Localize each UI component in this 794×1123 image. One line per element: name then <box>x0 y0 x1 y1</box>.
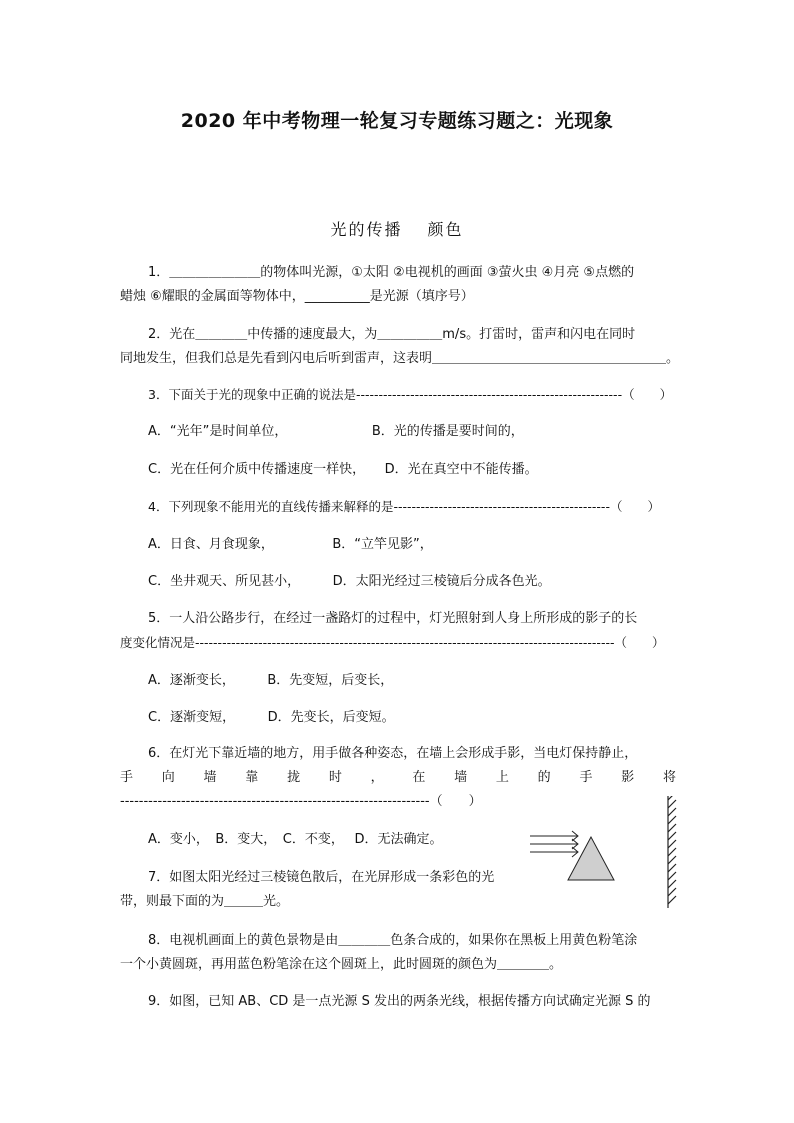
prism-dispersion-figure <box>520 796 680 911</box>
question-2-line-2: 同地发生，但我们总是先看到闪电后听到雷声，这表明＿＿＿＿＿＿＿＿＿＿＿＿＿＿＿＿＿＿。 <box>120 351 680 366</box>
question-1-line-1: 1．＿＿＿＿＿＿＿的物体叫光源，①太阳 ②电视机的画面 ③萤火虫 ④月亮 ⑤点燃的 <box>148 265 635 280</box>
question-6-line-3: ------------------------------------------------------------------（ ） <box>120 794 482 809</box>
question-3-options-cd: C．光在任何介质中传播速度一样快， D．光在真空中不能传播。 <box>148 462 538 477</box>
question-5-options-ab: A．逐渐变长， B．先变短，后变长， <box>148 673 394 688</box>
question-6-line-2: 手 向 墙 靠 拢 时 ， 在 墙 上 的 手 影 将 <box>120 770 676 785</box>
sunlight-arrows <box>530 831 578 857</box>
question-3-options-ab: A．“光年”是时间单位， B．光的传播是要时间的， <box>148 424 524 439</box>
question-8-line-1: 8．电视机画面上的黄色景物是由＿＿＿＿色条合成的，如果你在黑板上用黄色粉笔涂 <box>148 933 638 948</box>
question-5-line-2: 度变化情况是---------------------------------------------------------------------------------------------（ ） <box>120 635 665 650</box>
question-7-line-2: 带，则最下面的为＿＿＿光。 <box>120 894 290 909</box>
section-heading: 光的传播 颜色 <box>330 220 464 239</box>
question-7-line-1: 7．如图太阳光经过三棱镜色散后，在光屏形成一条彩色的光 <box>148 870 495 885</box>
question-2-line-1: 2．光在＿＿＿＿中传播的速度最大，为＿＿＿＿＿m/s。打雷时，雷声和闪电在同时 <box>148 327 636 342</box>
question-9-line-1: 9．如图，已知 AB、CD 是一点光源 S 发出的两条光线，根据传播方向试确定光源 S 的 <box>148 994 651 1009</box>
prism-triangle <box>568 837 614 880</box>
question-3-stem: 3．下面关于光的现象中正确的说法是-----------------------------------------------------------（ ） <box>148 387 673 402</box>
question-6-line-1: 6．在灯光下靠近墙的地方，用手做各种姿态，在墙上会形成手影，当电灯保持静止， <box>148 746 638 761</box>
light-screen <box>668 796 676 908</box>
document-title: 2020 年中考物理一轮复习专题练习题之：光现象 <box>180 110 614 132</box>
question-4-options-cd: C．坐井观天、所见甚小， D．太阳光经过三棱镜后分成各色光。 <box>148 574 551 589</box>
question-4-stem: 4．下列现象不能用光的直线传播来解释的是------------------------------------------------（ ） <box>148 499 660 514</box>
question-5-line-1: 5．一人沿公路步行，在经过一盏路灯的过程中，灯光照射到人身上所形成的影子的长 <box>148 611 638 626</box>
question-6-options: A．变小， B．变大， C．不变， D．无法确定。 <box>148 832 443 847</box>
question-4-options-ab: A．日食、月食现象， B．“立竿见影”， <box>148 537 433 552</box>
question-8-line-2: 一个小黄圆斑，再用蓝色粉笔涂在这个圆斑上，此时圆斑的颜色为＿＿＿＿。 <box>120 957 563 972</box>
question-1-line-2: 蜡烛 ⑥耀眼的金属面等物体中，__________是光源（填序号） <box>120 289 474 304</box>
question-5-options-cd: C．逐渐变短， D．先变长，后变短。 <box>148 710 395 725</box>
